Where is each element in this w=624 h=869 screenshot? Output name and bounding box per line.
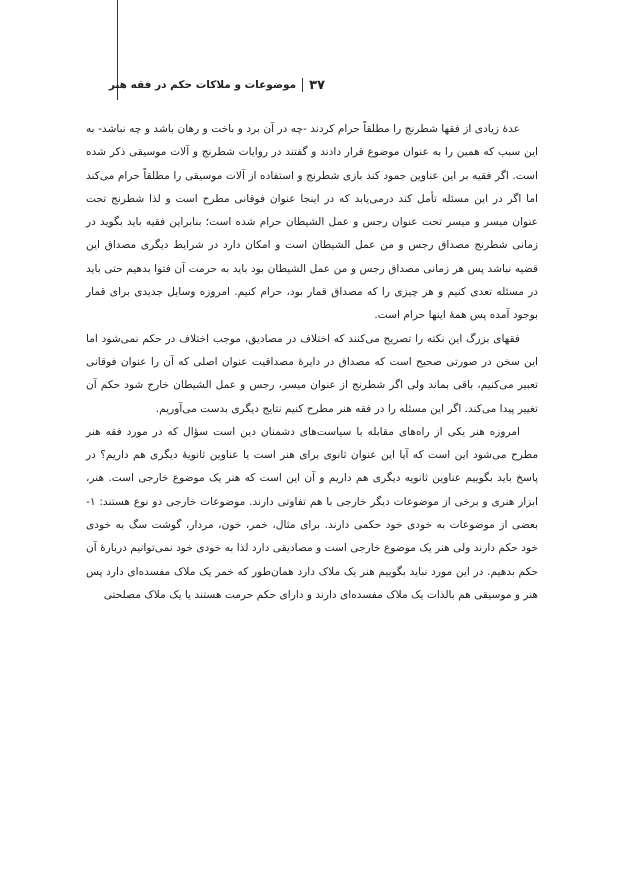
paragraph-3: امروزه هنر یکی از راه‌های مقابله با سیاست‌های دشمنان دین است سؤال که در مورد فقه هنر مطرح می‌شود این است که آیا این عنوان ثانوی برای هنر است یا عناوین ثانویهٔ دیگری هم داریم؟ در پاسخ باید بگوییم عناوین ثانویه دیگری هم داریم و آن این است که هنر یک موضوع خارجی است. هنر، ابزار هنری و برخی از موضوعات دیگر خارجی با هم تفاوتی دارند. موضوعات خارجی دو نوع هستند: ۱- بعضی از موضوعات به خودی خود حکمی دارند. برای مثال، خمر، خون، مردار، گوشت سگ به خودی خود حکم دارند ولی هنر یک موضوع خارجی است و مصادیقی دارد لذا به خودی خود نمی‌توانیم دربارهٔ آن حکم بدهیم. در این مورد نباید بگوییم هنر یک ملاک دارد همان‌طور که خمر یک ملاک مفسده‌ای دارد پس هنر و موسیقی هم بالذات یک ملاک مفسده‌ای دارند و دارای حکم حرمت هستند یا یک ملاک مصلحتی xyxy=(86,425,538,601)
page-number: ۳۷ xyxy=(309,77,325,93)
paragraph-2: فقهای بزرگ این نکته را تصریح می‌کنند که اختلاف در مصادیق، موجب اختلاف در حکم نمی‌شود اما این سخن در صورتی صحیح است که مصداق در دایرهٔ مصداقیت عنوان اصلی که آن را عنوان فوقانی تعبیر می‌کنیم، باقی بماند ولی اگر شطرنج از عنوان میسر، رجس و عمل الشیطان خارج شود حکم آن تغییر پیدا می‌کند. اگر این مسئله را در فقه هنر مطرح کنیم نتایج دیگری بدست می‌آوریم. xyxy=(86,332,538,415)
body-text xyxy=(86,118,538,607)
paragraph-1: عدهٔ زیادی از فقها شطرنج را مطلقاً حرام کردند -چه در آن برد و باخت و رهان باشد و چه نباشد- به این سبب که همین را به عنوان موضوع قرار دادند و گفتند در روایات شطرنج و آلات موسیقی ذکر شده است. اگر فقیه بر این عناوین جمود کند بازی شطرنج و استفاده از آلات موسیقی را مطلقاً حرام می‌کند اما اگر در این مسئله تأمل کند درمی‌یابد که در اینجا عنوان فوقانی مطرح است و لذا شطرنج تحت عنوان میسر و میسر تحت عنوان رجس و عمل الشیطان حرام شده است؛ بنابراین فقیه باید بگوید در زمانی شطرنج مصداق رجس و من عمل الشیطان است و امکان دارد در شرایط دیگری مصداق این قضیه نباشد پس هر زمانی مصداق رجس و من عمل الشیطان بود باید به حرمت آن فتوا بدهیم حتی باید در مسئله تعدی کنیم و هر چیزی را که مصداق قمار بود، حرام کنیم. امروزه وسایل جدیدی برای قمار بوجود آمده پس همهٔ اینها حرام است. xyxy=(86,123,538,322)
chapter-title: موضوعات و ملاکات حکم در فقه هنر xyxy=(108,79,297,91)
header-separator xyxy=(302,78,303,92)
running-header xyxy=(90,75,325,95)
